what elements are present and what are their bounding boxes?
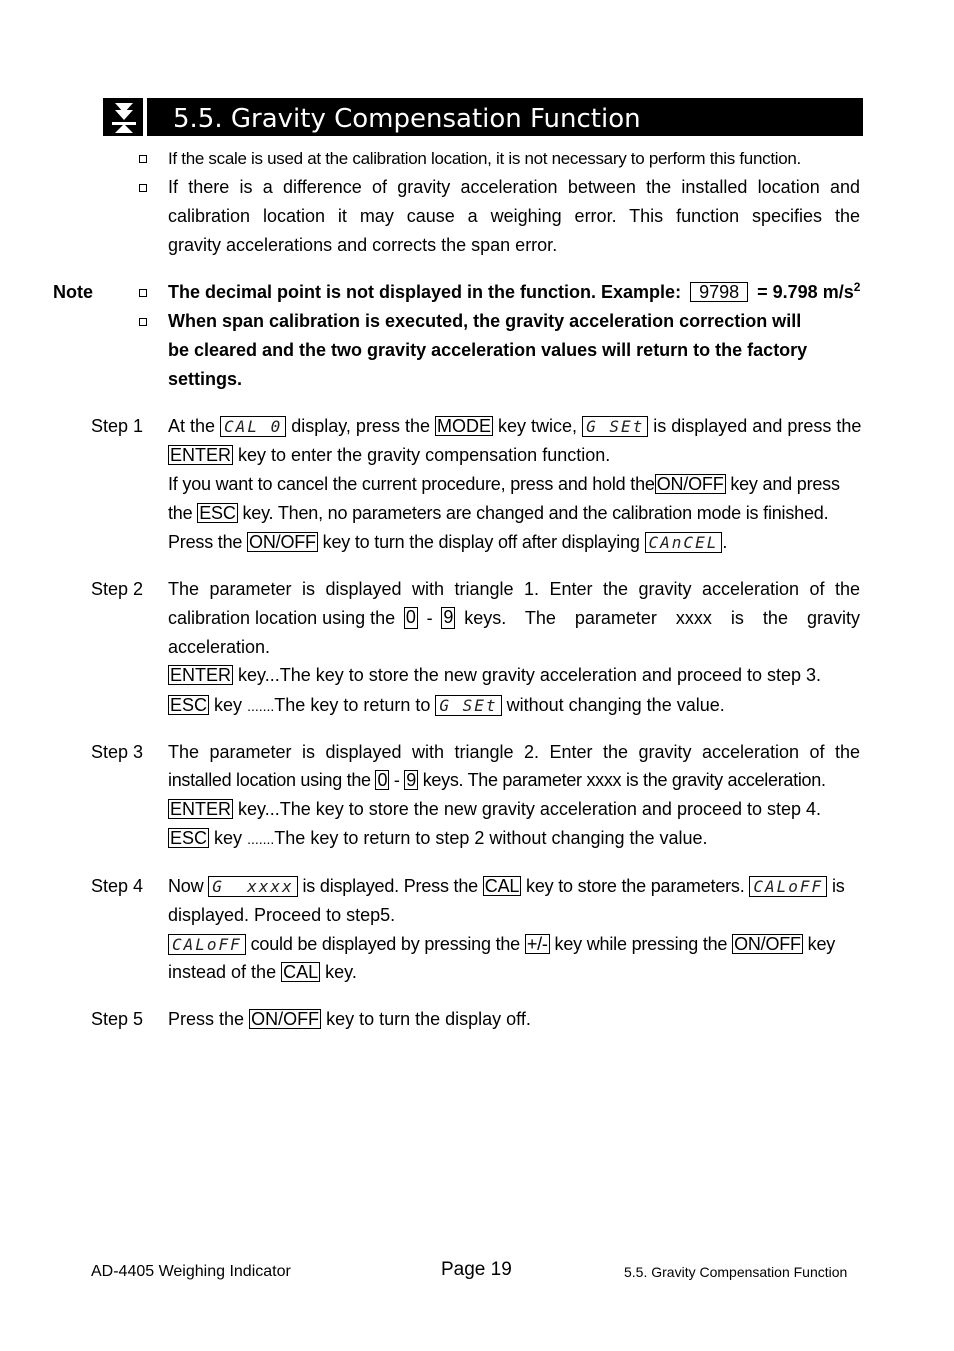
note-text: The decimal point is not displayed in the function. Example: — [168, 282, 682, 302]
text: ....... — [247, 831, 275, 847]
superscript: 2 — [853, 280, 861, 294]
step-line — [168, 531, 727, 553]
text: without changing the value. — [506, 695, 725, 715]
text: key to enter the gravity compensation function. — [238, 445, 611, 465]
text: key — [214, 695, 243, 715]
step-label: Step 5 — [91, 1009, 144, 1029]
nine-key: 9 — [443, 607, 454, 627]
step-line: The parameter is displayed with triangle 1. Enter the gravity acceleration of the — [168, 579, 860, 599]
onoff-key: ON/OFF — [734, 934, 801, 954]
text: At the — [168, 416, 216, 436]
text: keys. The parameter xxxx is the gravity — [464, 608, 860, 628]
text: key while pressing the — [554, 934, 728, 954]
step-line — [168, 961, 357, 983]
text: key — [807, 934, 836, 954]
zero-key: 0 — [405, 607, 416, 627]
text: key. — [325, 962, 357, 982]
step-line: The parameter is displayed with triangle 2. Enter the gravity acceleration of the — [168, 742, 860, 762]
step-line — [168, 415, 861, 437]
esc-key: ESC — [170, 695, 208, 715]
step-line — [168, 827, 708, 850]
step-line: displayed. Proceed to step5. — [168, 905, 396, 925]
cal-key: CAL — [484, 876, 520, 896]
note-label: Note — [53, 282, 93, 302]
text: The key to return to step 2 without changing the value. — [274, 828, 708, 848]
step-line — [168, 473, 840, 495]
bullet-icon — [139, 318, 147, 326]
text: Now — [168, 876, 204, 896]
step-line — [168, 664, 821, 686]
step-line — [168, 1008, 531, 1030]
text: key to turn the display off. — [326, 1009, 531, 1029]
text: key. Then, no parameters are changed and the calibration mode is finished. — [242, 503, 829, 523]
step-label: Step 2 — [91, 579, 144, 599]
zero-key: 0 — [377, 770, 388, 790]
step-line — [168, 694, 725, 717]
header-separator — [143, 98, 147, 136]
text: . — [722, 532, 728, 552]
step-label: Step 1 — [91, 416, 144, 436]
nine-key: 9 — [406, 770, 416, 790]
text: key — [214, 828, 243, 848]
lcd-cancel: CAnCEL — [645, 532, 723, 553]
text: The key to store the new gravity acceleration and proceed to step 3. — [279, 665, 822, 685]
bullet-icon — [139, 289, 147, 297]
page-number: Page 19 — [441, 1259, 512, 1280]
step-label: Step 4 — [91, 876, 144, 896]
example-value-box: 9798 — [690, 282, 748, 302]
lcd-caloff: CALoFF — [749, 876, 827, 897]
text: key and press — [730, 474, 840, 494]
text: The key to return to — [274, 695, 431, 715]
mode-key: MODE — [437, 416, 491, 436]
text: is — [831, 876, 845, 896]
lcd-gxxxx: G xxxx — [208, 876, 297, 897]
text: key to store the parameters. — [526, 876, 745, 896]
text: Press the — [168, 532, 243, 552]
text: instead of the — [168, 962, 277, 982]
text: The key to store the new gravity acceleration and proceed to step 4. — [279, 799, 822, 819]
text: ... — [264, 665, 280, 685]
text: Press the — [168, 1009, 245, 1029]
esc-key: ESC — [170, 828, 208, 848]
step-label: Step 3 — [91, 742, 144, 762]
step-line — [168, 444, 610, 466]
section-header — [103, 98, 863, 136]
text: calibration location using the — [168, 608, 396, 628]
step-line — [168, 798, 821, 820]
note-line: be cleared and the two gravity acceleration values will return to the factory — [168, 340, 808, 360]
bullet-icon — [139, 155, 147, 163]
text: key twice, — [498, 416, 578, 436]
text: is displayed. Press the — [302, 876, 478, 896]
text: keys. The parameter xxxx is the gravity acceleration. — [422, 770, 826, 790]
step-line: acceleration. — [168, 637, 271, 657]
footer-right: 5.5. Gravity Compensation Function — [624, 1264, 848, 1280]
plusminus-key: +/- — [526, 934, 548, 954]
text: could be displayed by pressing the — [250, 934, 520, 954]
onoff-key: ON/OFF — [249, 532, 316, 552]
intro-line: calibration location it may cause a weighing error. This function specifies the — [168, 206, 860, 226]
intro-line: If the scale is used at the calibration location, it is not necessary to perform this function. — [168, 149, 801, 168]
text: key — [238, 665, 265, 685]
text: key — [238, 799, 265, 819]
intro-line: gravity accelerations and corrects the span error. — [168, 235, 558, 255]
esc-key: ESC — [199, 503, 236, 523]
onoff-key: ON/OFF — [251, 1009, 320, 1029]
text: - — [393, 770, 400, 790]
enter-key: ENTER — [170, 445, 232, 465]
text: ... — [264, 799, 280, 819]
step-line — [168, 502, 828, 524]
enter-key: ENTER — [170, 799, 232, 819]
arrow-down-to-bar-icon — [105, 98, 143, 136]
text: If you want to cancel the current procedure, press and hold the — [168, 474, 655, 494]
onoff-key: ON/OFF — [656, 474, 724, 494]
lcd-caloff: CALoFF — [168, 934, 246, 955]
text: key to turn the display off after displaying — [322, 532, 640, 552]
text: the — [168, 503, 193, 523]
lcd-cal0: CAL 0 — [220, 416, 286, 437]
text: installed location using the — [168, 770, 371, 790]
enter-key: ENTER — [170, 665, 232, 685]
cal-key: CAL — [283, 962, 319, 982]
text: display, press the — [291, 416, 430, 436]
lcd-gset: G SEt — [435, 695, 501, 716]
text: ....... — [247, 698, 275, 714]
bullet-icon — [139, 184, 147, 192]
step-line — [168, 607, 860, 629]
step-line — [168, 769, 826, 791]
note-text: = 9.798 m/s — [757, 282, 854, 302]
text: is displayed and press the — [653, 416, 862, 436]
note-line: When span calibration is executed, the gravity acceleration correction will — [168, 311, 802, 331]
note-line — [168, 281, 860, 303]
section-title: 5.5. Gravity Compensation Function — [173, 104, 641, 134]
footer-left: AD-4405 Weighing Indicator — [91, 1263, 291, 1280]
lcd-gset: G SEt — [582, 416, 648, 437]
step-line — [168, 875, 845, 897]
intro-line: If there is a difference of gravity acceleration between the installed location and — [168, 177, 860, 197]
note-line: settings. — [168, 369, 243, 389]
text: - — [426, 608, 433, 628]
step-line — [168, 933, 835, 955]
